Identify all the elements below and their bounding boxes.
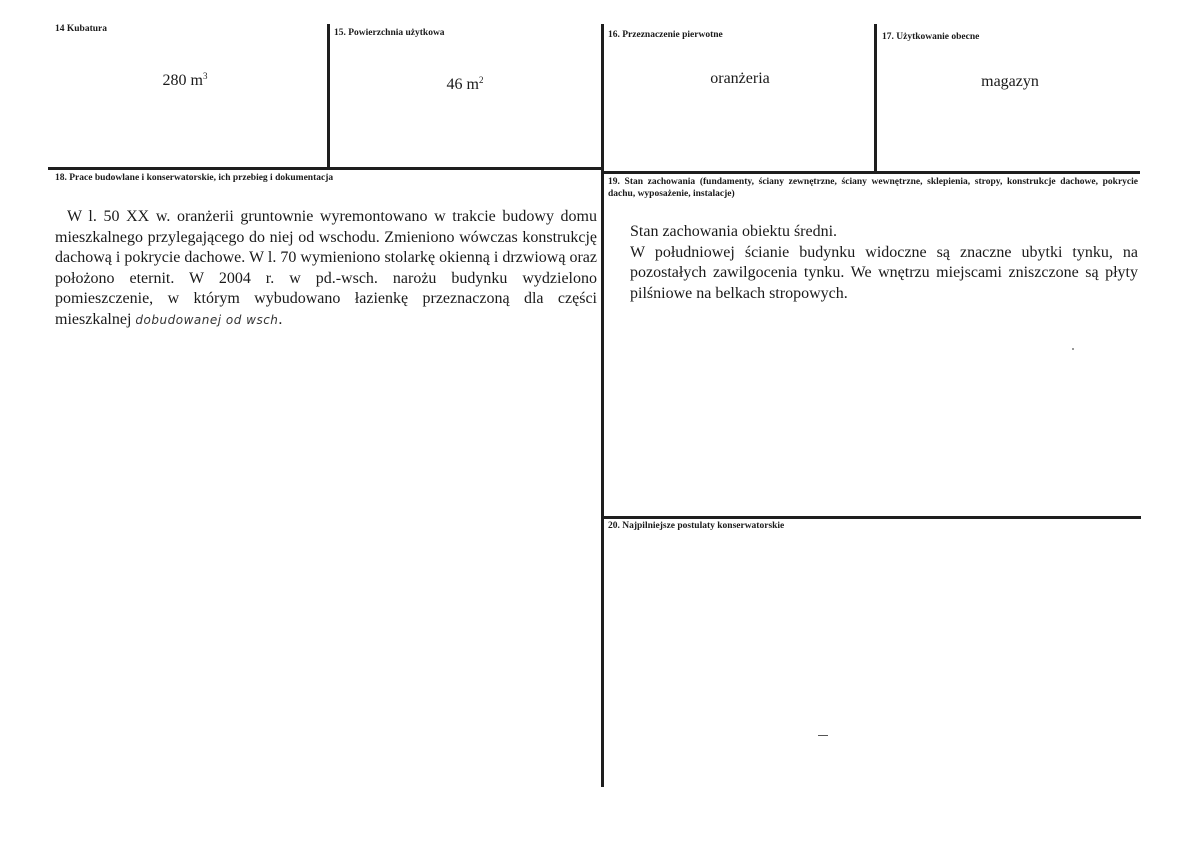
powierzchnia-value-text: 46 m [446, 76, 479, 93]
vertical-rule-16-17 [874, 24, 877, 171]
prace-handwritten-note: dobudowanej od wsch [135, 312, 279, 327]
uzytkowanie-header: 17. Użytkowanie obecne [882, 32, 980, 42]
kubatura-unit-exponent: 3 [202, 71, 208, 81]
przeznaczenie-header: 16. Przeznaczenie pierwotne [608, 30, 723, 40]
powierzchnia-unit-exponent: 2 [478, 75, 484, 85]
horizontal-rule-19-20 [603, 516, 1141, 519]
stan-line-1: Stan zachowania obiektu średni. [630, 223, 838, 240]
horizontal-rule-top-right [603, 171, 1140, 174]
prace-header: 18. Prace budowlane i konserwatorskie, ich przebieg i dokumentacja [55, 173, 334, 183]
stan-line-2: W południowej ścianie budynku widoczne są znaczne ubytki tynku, na pozostałych zawilgocenia tynku. We wnętrzu miejscami zniszczone są płyty pilśniowe na belkach stropowych. [630, 243, 1138, 302]
scan-speck [818, 735, 828, 736]
prace-text: W l. 50 XX w. oranżerii gruntownie wyremontowano w trakcie budowy domu mieszkalnego przylegającego do niej od wschodu. Zmieniono wówczas konstrukcję dachową i pokrycie dachowe. W l. 70 wymieniono stolarkę okienną i drzwiową oraz położono eternit. W 2004 r. w pd.-wsch. narożu budynku wydzielono pomieszczenie, w którym wybudowano łazienkę przeznaczoną dla części mieszkalnej [55, 208, 597, 328]
vertical-rule-15-16 [601, 24, 604, 787]
prace-end: . [278, 310, 283, 328]
kubatura-header: 14 Kubatura [55, 24, 107, 34]
powierzchnia-header: 15. Powierzchnia użytkowa [334, 28, 445, 38]
prace-text-block [55, 207, 597, 330]
vertical-rule-14-15 [327, 24, 330, 169]
uzytkowanie-value: magazyn [981, 73, 1039, 90]
scan-speck [1072, 348, 1074, 350]
horizontal-rule-top-left [48, 167, 603, 170]
stan-header: 19. Stan zachowania (fundamenty, ściany zewnętrzne, ściany wewnętrzne, sklepienia, stropy, konstrukcje dachowe, pokrycie dachu, wyposażenie, instalacje) [608, 177, 1138, 199]
postulaty-header: 20. Najpilniejsze postulaty konserwatorskie [608, 521, 785, 531]
powierzchnia-value [410, 75, 520, 94]
kubatura-value-text: 280 m [162, 72, 203, 89]
kubatura-value [130, 71, 240, 90]
przeznaczenie-value: oranżeria [710, 70, 770, 87]
stan-text-block [630, 222, 1138, 304]
